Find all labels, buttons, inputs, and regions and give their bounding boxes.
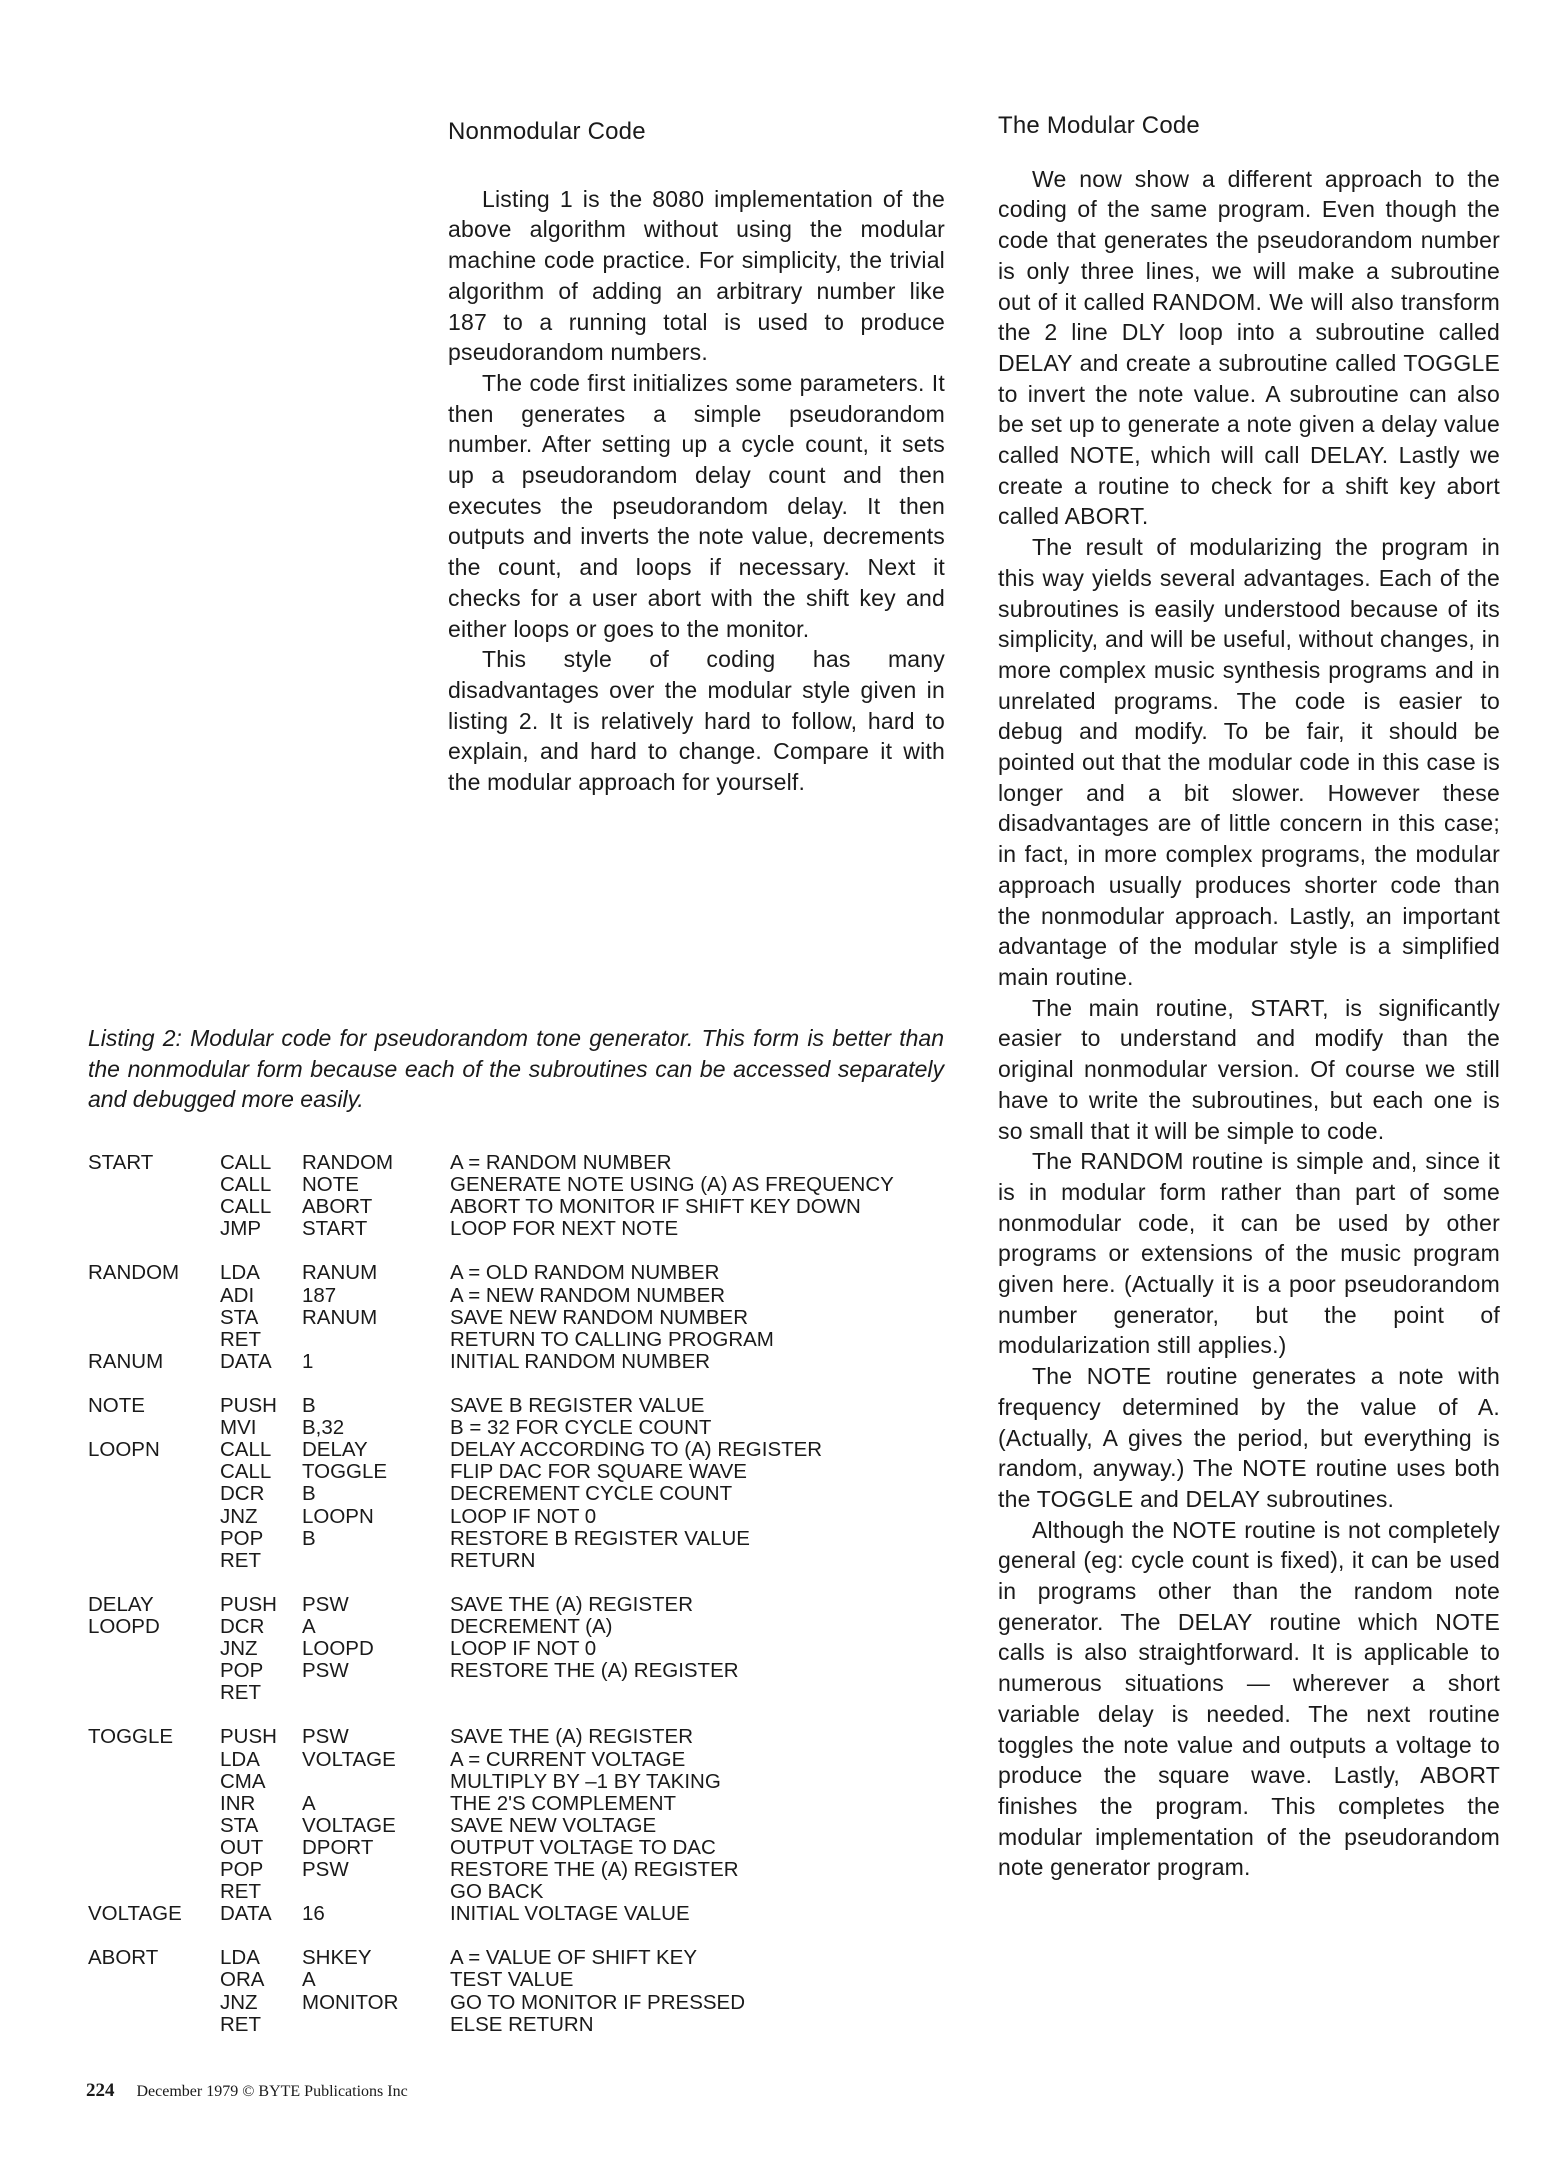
code-opcode: CALL (220, 1460, 272, 1484)
paragraph: Listing 1 is the 8080 implementation of the above algorithm without using the modular machine code practice. For simplicity, the trivial algorithm of adding an arbitrary number like 187 to a running total is used to produce pseudorandom numbers. (448, 185, 945, 366)
paragraph: The code first initializes some parameters. It then generates a simple pseudorandom number. After setting up a cycle count, it sets up a pseudorandom delay count and then executes the pseudorandom delay. It then outputs and inverts the note value, decrements the count, and loops if necessary. Next it checks for a user abort with the shift key and either loops or goes to the monitor. (448, 369, 945, 642)
code-label: RANDOM (88, 1261, 180, 1285)
code-label (88, 1285, 220, 1307)
code-comment: A = CURRENT VOLTAGE (450, 1747, 686, 1771)
code-opcode: STA (220, 1305, 259, 1329)
code-operand: RANDOM (302, 1151, 394, 1174)
section-heading: Nonmodular Code (448, 118, 646, 145)
code-operand: ABORT (302, 1195, 373, 1219)
code-comment: SAVE B REGISTER VALUE (450, 1394, 705, 1418)
code-operand: VOLTAGE (302, 1747, 396, 1771)
code-comment: THE 2'S COMPLEMENT (450, 1791, 677, 1815)
code-comment: SAVE NEW VOLTAGE (450, 1813, 657, 1837)
code-operand: NOTE (302, 1173, 359, 1197)
code-block (88, 1594, 894, 1704)
code-operand: B,32 (302, 1416, 345, 1440)
code-label: LOOPN (88, 1438, 160, 1462)
code-opcode: RET (220, 1327, 261, 1351)
code-operand: SHKEY (302, 1946, 372, 1970)
code-operand: B (302, 1526, 316, 1550)
code-comment: A = NEW RANDOM NUMBER (450, 1283, 726, 1307)
code-line (88, 1771, 894, 1793)
paragraph: The NOTE routine generates a note with frequency determined by the value of A. (Actually, A gives the period, but everything is random, anyway.) The NOTE routine uses both the TOGGLE and DELAY subroutines. (998, 1363, 1500, 1512)
code-line (88, 1550, 894, 1572)
code-opcode: RET (220, 1681, 261, 1705)
paragraph: The RANDOM routine is simple and, since it is in modular form rather than part of some nonmodular code, it can be used by other programs or extensions of the music program given here. (Actually it is a poor pseudorandom number generator, but the point of modularization still applies.) (998, 1148, 1500, 1359)
code-comment: DECREMENT CYCLE COUNT (450, 1482, 733, 1506)
code-operand: MONITOR (302, 1990, 399, 2014)
code-operand (302, 1881, 450, 1903)
code-opcode: CALL (220, 1151, 272, 1174)
code-block (88, 1395, 894, 1572)
code-comment: ELSE RETURN (450, 2012, 594, 2036)
code-line (88, 1594, 894, 1616)
code-line (88, 1439, 894, 1461)
code-line (88, 1483, 894, 1505)
code-label: VOLTAGE (88, 1902, 182, 1926)
paragraph: We now show a different approach to the coding of the same program. Even though the code that generates the pseudorandom number is only three lines, we will make a subroutine out of it called RANDOM. We will also transform the 2 line DLY loop into a subroutine called DELAY and create a subroutine called TOGGLE to invert the note value. A subroutine can also be set up to generate a note given a delay value called NOTE, which will call DELAY. Lastly we create a routine to check for a shift key abort called ABORT. (998, 165, 1500, 530)
code-line (88, 1859, 894, 1881)
code-line (88, 1196, 894, 1218)
code-opcode: CMA (220, 1769, 266, 1793)
code-operand (302, 1329, 450, 1351)
code-opcode: RET (220, 1548, 261, 1572)
code-label (88, 1307, 220, 1329)
code-opcode: ADI (220, 1283, 255, 1307)
code-opcode: INR (220, 1791, 256, 1815)
code-comment: ABORT TO MONITOR IF SHIFT KEY DOWN (450, 1195, 861, 1219)
code-operand: PSW (302, 1725, 349, 1749)
code-operand: START (302, 1217, 368, 1241)
code-comment: SAVE THE (A) REGISTER (450, 1592, 694, 1616)
code-label (88, 2014, 220, 2036)
code-line (88, 1815, 894, 1837)
code-comment: RETURN (450, 1548, 536, 1572)
code-label (88, 1638, 220, 1660)
paragraph: The result of modularizing the program in this way yields several advantages. Each of the subroutines is easily understood because of its simplicity, and will be useful, without changes, in more complex music synthesis programs and in unrelated programs. The code is easier to debug and modify. To be fair, it should be pointed out that the modular code in this case is longer and a bit slower. However these disadvantages are of little concern in this case; in fact, in more complex programs, the modular approach usually produces shorter code than the nonmodular approach. Lastly, an important advantage of the modular style is a simplified main routine. (998, 534, 1500, 990)
code-label (88, 1859, 220, 1881)
code-opcode: DATA (220, 1349, 272, 1373)
code-operand: 187 (302, 1283, 337, 1307)
code-operand (302, 2014, 450, 2036)
code-line (88, 1152, 894, 1174)
code-comment: SAVE NEW RANDOM NUMBER (450, 1305, 749, 1329)
code-opcode: POP (220, 1526, 264, 1550)
code-opcode: JNZ (220, 1990, 258, 2014)
code-block (88, 1262, 894, 1372)
code-line (88, 1969, 894, 1991)
code-label (88, 1969, 220, 1991)
code-comment: GO BACK (450, 1880, 544, 1904)
code-opcode: LDA (220, 1946, 260, 1970)
code-comment: LOOP IF NOT 0 (450, 1637, 597, 1661)
code-label (88, 1992, 220, 2014)
code-label (88, 1881, 220, 1903)
code-operand: 1 (302, 1349, 314, 1373)
code-label (88, 1550, 220, 1572)
code-comment: OUTPUT VOLTAGE TO DAC (450, 1835, 716, 1859)
code-label: START (88, 1151, 154, 1174)
code-comment: SAVE THE (A) REGISTER (450, 1725, 694, 1749)
code-operand: RANUM (302, 1261, 378, 1285)
code-line (88, 1218, 894, 1240)
code-comment: DELAY ACCORDING TO (A) REGISTER (450, 1438, 823, 1462)
code-label (88, 1218, 220, 1240)
code-opcode: POP (220, 1659, 264, 1683)
code-comment: MULTIPLY BY –1 BY TAKING (450, 1769, 721, 1793)
modular-code-section (998, 111, 1500, 1883)
paragraph: Although the NOTE routine is not completely general (eg: cycle count is fixed), it can be used in programs other than the random note generator. The DELAY routine which NOTE calls is also straightforward. It is applicable to numerous situations — wherever a short variable delay is needed. The next routine toggles the note value and outputs a voltage to produce the square wave. Lastly, ABORT finishes the program. This completes the modular implementation of the pseudorandom note generator program. (998, 1516, 1500, 1881)
code-opcode: LDA (220, 1747, 260, 1771)
code-label (88, 1506, 220, 1528)
code-comment: LOOP IF NOT 0 (450, 1504, 597, 1528)
code-label (88, 1837, 220, 1859)
code-opcode: PUSH (220, 1394, 277, 1418)
code-line (88, 1351, 894, 1373)
code-label (88, 1417, 220, 1439)
code-line (88, 1682, 894, 1704)
code-operand: B (302, 1482, 316, 1506)
code-operand: DPORT (302, 1835, 374, 1859)
code-operand: RANUM (302, 1305, 378, 1329)
code-label (88, 1660, 220, 1682)
code-comment: INITIAL RANDOM NUMBER (450, 1349, 711, 1373)
code-label (88, 1815, 220, 1837)
code-label (88, 1793, 220, 1815)
code-label: DELAY (88, 1592, 154, 1616)
code-opcode: ORA (220, 1968, 265, 1992)
code-line (88, 2014, 894, 2036)
code-block (88, 1726, 894, 1925)
code-label: RANUM (88, 1349, 164, 1373)
code-line (88, 1506, 894, 1528)
code-line (88, 1307, 894, 1329)
code-opcode: JNZ (220, 1504, 258, 1528)
code-label (88, 1196, 220, 1218)
code-opcode: OUT (220, 1835, 264, 1859)
code-opcode: POP (220, 1858, 264, 1881)
code-opcode: RET (220, 2012, 261, 2036)
code-comment: GENERATE NOTE USING (A) AS FREQUENCY (450, 1173, 894, 1197)
code-line (88, 1638, 894, 1660)
code-operand: LOOPN (302, 1504, 374, 1528)
code-opcode: DATA (220, 1902, 272, 1926)
code-label (88, 1461, 220, 1483)
paragraph: This style of coding has many disadvantages over the modular style given in listing 2. It is relatively hard to follow, hard to explain, and hard to change. Compare it with the modular approach for yourself. (448, 646, 945, 796)
code-line (88, 1528, 894, 1550)
code-operand: DELAY (302, 1438, 368, 1462)
code-line (88, 1285, 894, 1307)
code-opcode: DCR (220, 1614, 265, 1638)
code-operand (302, 1682, 450, 1704)
code-label (88, 1749, 220, 1771)
code-opcode: RET (220, 1880, 261, 1904)
code-opcode: PUSH (220, 1725, 277, 1749)
code-operand: PSW (302, 1858, 349, 1881)
code-block (88, 1152, 894, 1240)
code-comment: INITIAL VOLTAGE VALUE (450, 1902, 690, 1926)
code-line (88, 1947, 894, 1969)
code-line (88, 1749, 894, 1771)
code-line (88, 1329, 894, 1351)
code-line (88, 1660, 894, 1682)
code-operand (302, 1771, 450, 1793)
code-label (88, 1483, 220, 1505)
code-operand: TOGGLE (302, 1460, 388, 1484)
code-operand (302, 1550, 450, 1572)
paragraph: The main routine, START, is significantly easier to understand and modify than the original nonmodular version. Of course we still have to write the subroutines, but each one is so small that it will be simple to code. (998, 994, 1500, 1144)
code-label: ABORT (88, 1946, 159, 1970)
code-opcode: JMP (220, 1217, 261, 1241)
code-line (88, 1174, 894, 1196)
code-operand: PSW (302, 1659, 349, 1683)
code-comment: A = VALUE OF SHIFT KEY (450, 1946, 698, 1970)
code-opcode: JNZ (220, 1637, 258, 1661)
nonmodular-code-section (448, 117, 945, 798)
code-comment: RESTORE THE (A) REGISTER (450, 1858, 739, 1881)
code-label (88, 1771, 220, 1793)
code-label: TOGGLE (88, 1725, 174, 1749)
code-opcode: CALL (220, 1173, 272, 1197)
code-opcode: LDA (220, 1261, 260, 1285)
code-operand: LOOPD (302, 1637, 374, 1661)
code-line (88, 1262, 894, 1284)
code-operand: B (302, 1394, 316, 1418)
code-operand: A (302, 1791, 316, 1815)
code-label: NOTE (88, 1394, 145, 1418)
code-line (88, 1461, 894, 1483)
code-line (88, 1793, 894, 1815)
code-label (88, 1329, 220, 1351)
code-opcode: PUSH (220, 1592, 277, 1616)
code-comment: RESTORE THE (A) REGISTER (450, 1659, 739, 1683)
page-footer (86, 2080, 408, 2102)
code-operand: VOLTAGE (302, 1813, 396, 1837)
footer-text: December 1979 © BYTE Publications Inc (136, 2083, 408, 2100)
code-line (88, 1881, 894, 1903)
code-opcode: CALL (220, 1195, 272, 1219)
code-line (88, 1395, 894, 1417)
code-opcode: DCR (220, 1482, 265, 1506)
code-comment: RESTORE B REGISTER VALUE (450, 1526, 750, 1550)
code-comment: TEST VALUE (450, 1968, 574, 1992)
code-opcode: CALL (220, 1438, 272, 1462)
code-comment: DECREMENT (A) (450, 1614, 613, 1638)
code-opcode: MVI (220, 1416, 257, 1440)
code-comment: B = 32 FOR CYCLE COUNT (450, 1416, 712, 1440)
code-label (88, 1682, 220, 1704)
code-line (88, 1837, 894, 1859)
code-label: LOOPD (88, 1614, 160, 1638)
code-line (88, 1726, 894, 1748)
code-listing (88, 1152, 894, 2058)
code-comment: GO TO MONITOR IF PRESSED (450, 1990, 746, 2014)
code-comment: A = RANDOM NUMBER (450, 1151, 672, 1174)
page-number: 224 (86, 2080, 115, 2101)
section-heading: The Modular Code (998, 112, 1200, 139)
code-operand: A (302, 1968, 316, 1992)
code-block (88, 1947, 894, 2035)
code-comment: A = OLD RANDOM NUMBER (450, 1261, 720, 1285)
code-label (88, 1528, 220, 1550)
code-operand: A (302, 1614, 316, 1638)
code-line (88, 1992, 894, 2014)
code-comment: FLIP DAC FOR SQUARE WAVE (450, 1460, 747, 1484)
code-line (88, 1903, 894, 1925)
code-line (88, 1417, 894, 1439)
code-operand: PSW (302, 1592, 349, 1616)
code-operand: 16 (302, 1902, 325, 1926)
code-line (88, 1616, 894, 1638)
code-label (88, 1174, 220, 1196)
code-comment: LOOP FOR NEXT NOTE (450, 1217, 679, 1241)
code-comment: RETURN TO CALLING PROGRAM (450, 1327, 774, 1351)
code-opcode: STA (220, 1813, 259, 1837)
listing-caption: Listing 2: Modular code for pseudorandom tone generator. This form is better than the nonmodular form because each of the subroutines can be accessed separately and debugged more easily. (88, 1025, 944, 1112)
